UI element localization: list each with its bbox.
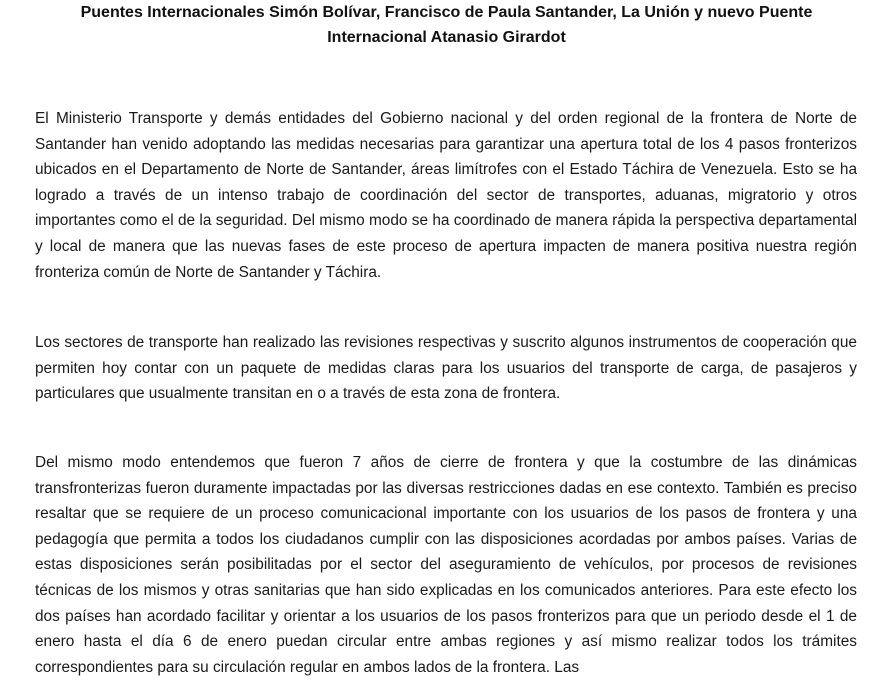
paragraph-cierre-frontera: Del mismo modo entendemos que fueron 7 años de cierre de frontera y que la costumbre de las dinámicas transfronterizas fueron duramente impactadas por las diversas restricciones dadas en ese contexto. También es preciso resaltar que se requiere de un proceso comunicacional importante con los usuarios de los pasos de frontera y una pedagogía que permita a todos los ciudadanos cumplir con las disposiciones acordadas por ambos países. Varias de estas disposiciones serán posibilitadas por el sector del aseguramiento de vehículos, por procesos de revisiones técnicas de los mismos y otras sanitarias que han sido explicadas en los comunicados anteriores. Para este efecto los dos países han acordado facilitar y orientar a los usuarios de los pasos fronterizos para que un periodo desde el 1 de enero hasta el día 6 de enero puedan circular entre ambas regiones y así mismo realizar todos los trámites correspondientes para su circulación regular en ambos lados de la frontera. Las	[35, 454, 857, 676]
document-title: Puentes Internacionales Simón Bolívar, Francisco de Paula Santander, La Unión y nuevo Puente Internacional Atanasio Girardot	[80, 4, 813, 46]
paragraph-sectores-transporte: Los sectores de transporte han realizado las revisiones respectivas y suscrito algunos instrumentos de cooperación que permiten hoy contar con un paquete de medidas claras para los usuarios del transporte de carga, de pasajeros y particulares que usualmente transitan en o a través de esta zona de frontera.	[35, 334, 857, 403]
paragraph-ministerio-transporte: El Ministerio Transporte y demás entidades del Gobierno nacional y del orden regional de la frontera de Norte de Santander han venido adoptando las medidas necesarias para garantizar una apertura total de los 4 pasos fronterizos ubicados en el Departamento de Norte de Santander, áreas limítrofes con el Estado Táchira de Venezuela. Esto se ha logrado a través de un intenso trabajo de coordinación del sector de transportes, aduanas, migratorio y otros importantes como el de la seguridad. Del mismo modo se ha coordinado de manera rápida la perspectiva departamental y local de manera que las nuevas fases de este proceso de apertura impacten de manera positiva nuestra región fronteriza común de Norte de Santander y Táchira.	[35, 110, 857, 281]
